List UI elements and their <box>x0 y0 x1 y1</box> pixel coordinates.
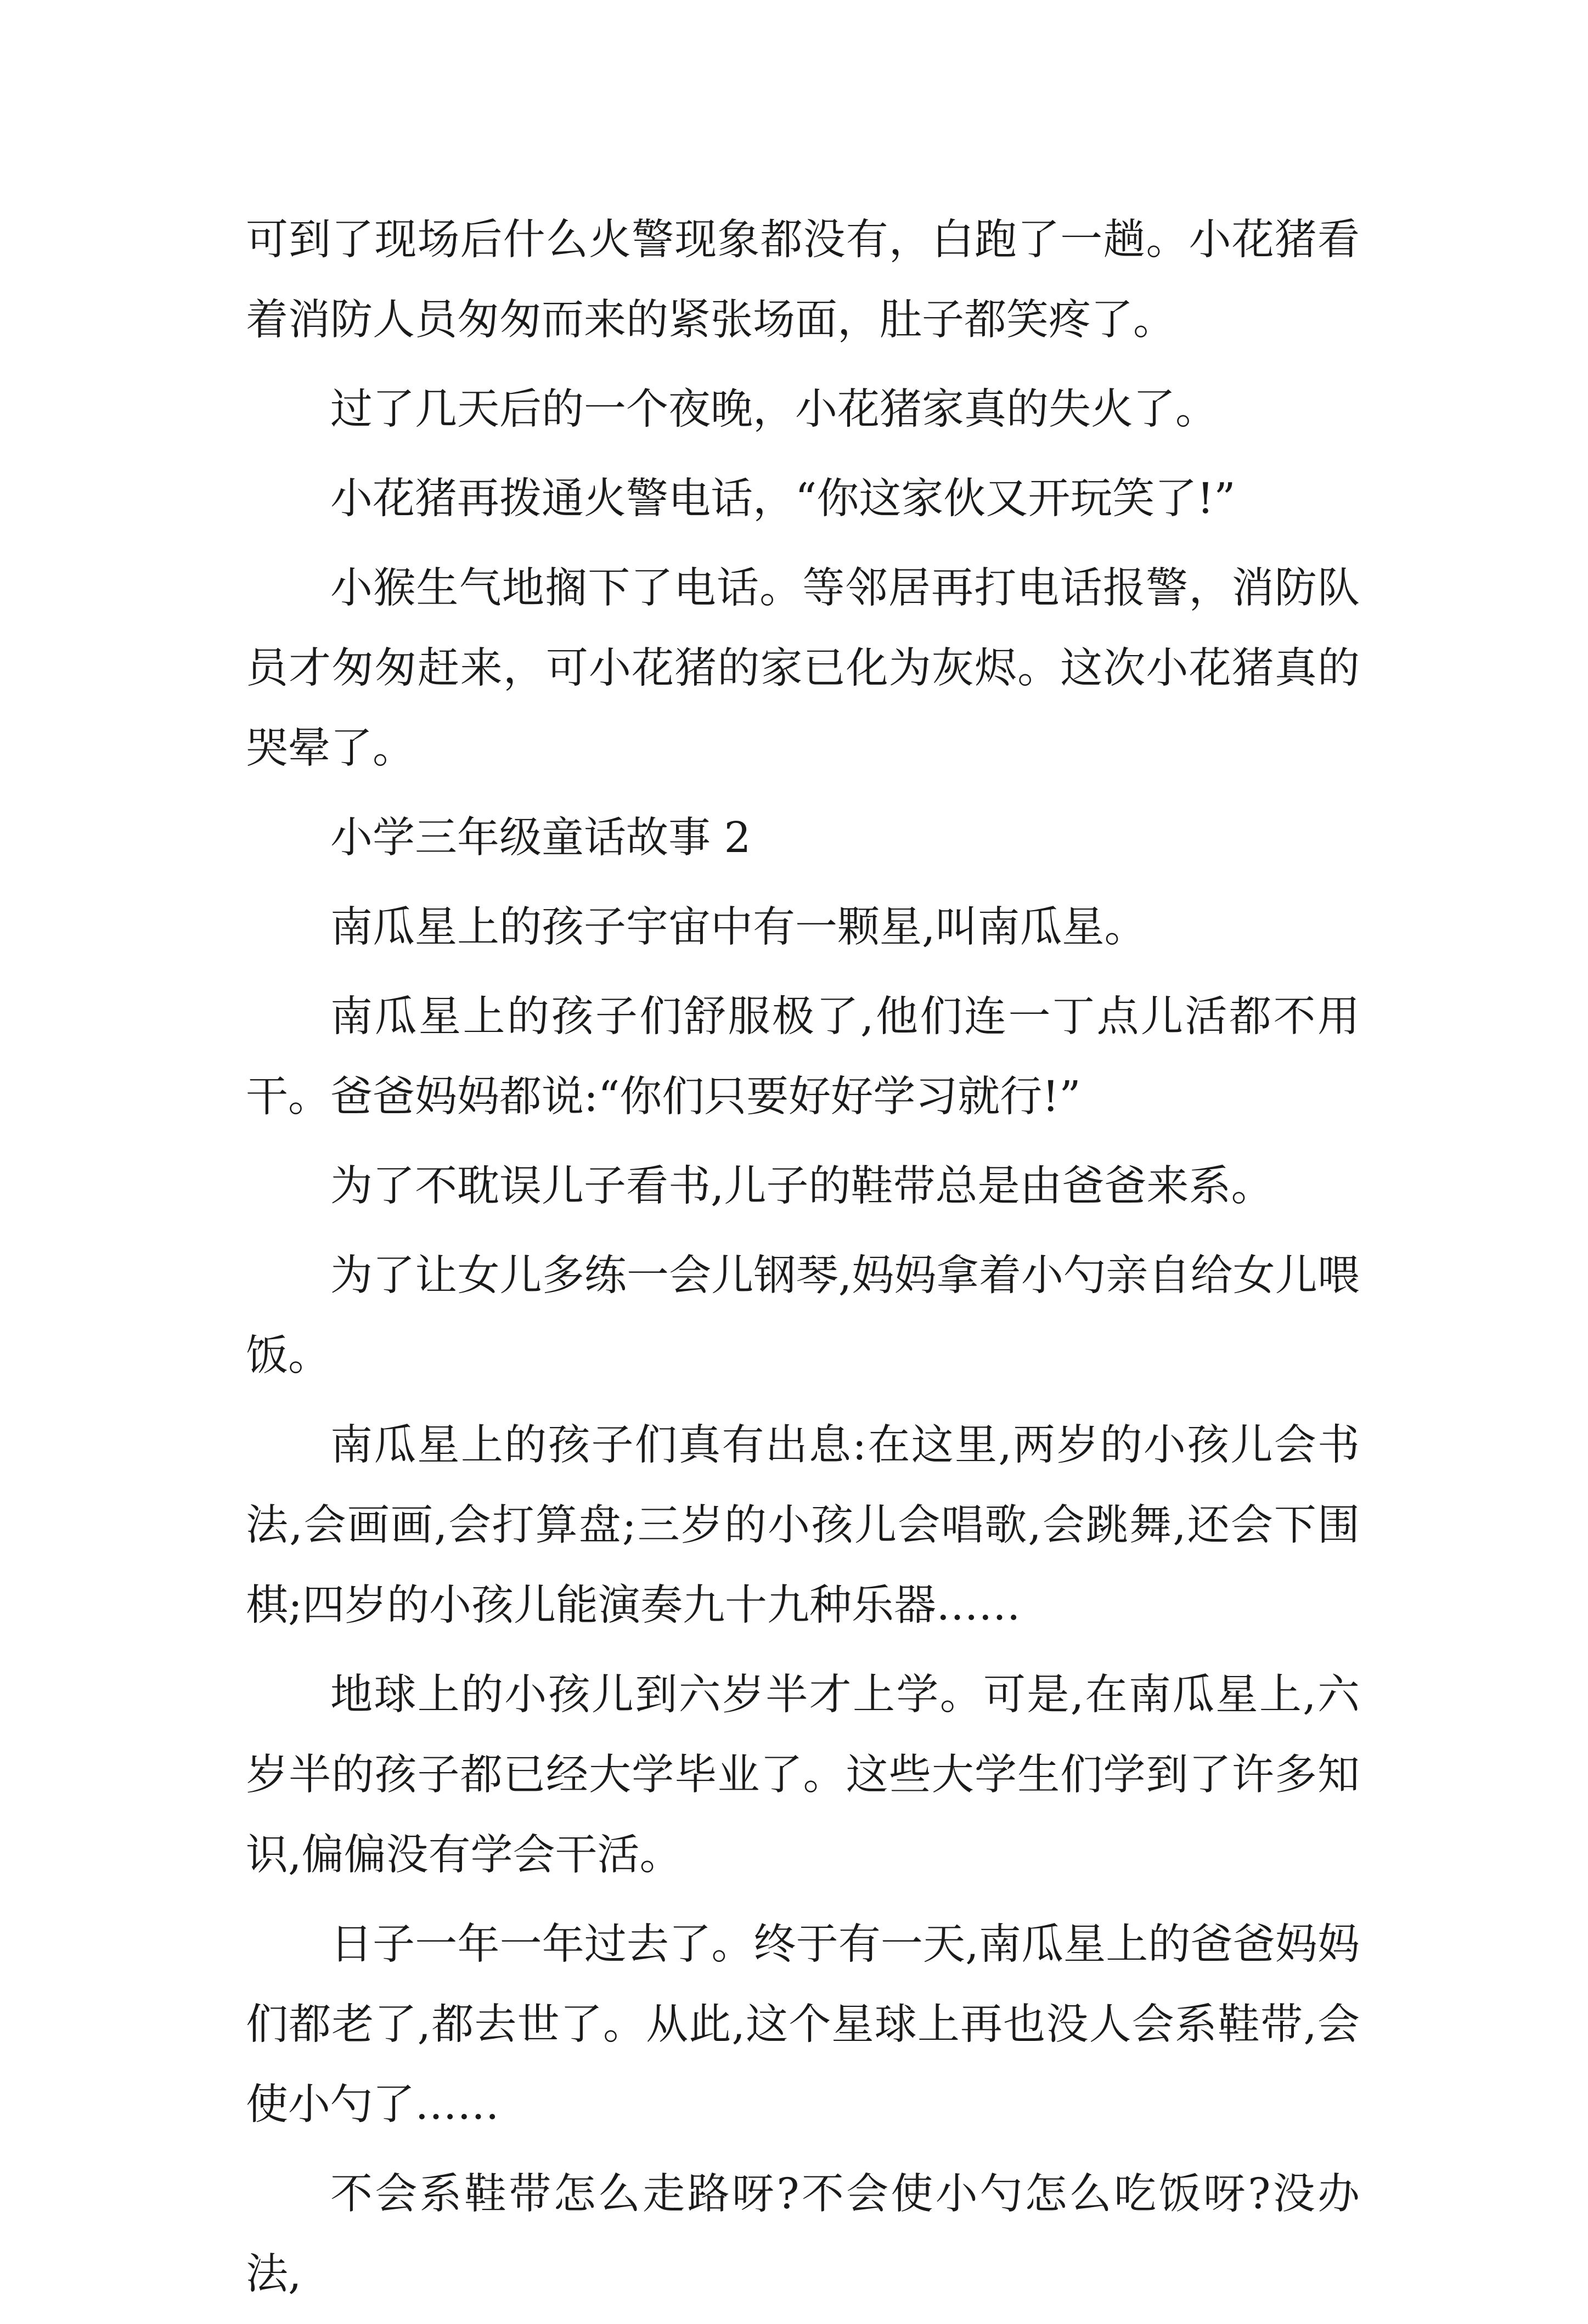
section-title: 小学三年级童话故事 2 <box>330 814 751 862</box>
paragraph-7: 南瓜星上的孩子们舒服极了,他们连一丁点儿活都不用干。爸爸妈妈都说:“你们只要好好学习就行!” <box>246 992 1360 1121</box>
paragraph-3: 小花猪再拨通火警电话，“你这家伙又开玩笑了!” <box>330 475 1236 523</box>
paragraph-4: 小猴生气地搁下了电话。等邻居再打电话报警，消防队员才匆匆赶来，可小花猪的家已化为灰烬。这次小花猪真的哭晕了。 <box>246 564 1360 773</box>
paragraph-13: 不会系鞋带怎么走路呀?不会使小勺怎么吃饭呀?没办法, <box>246 2170 1360 2299</box>
paragraph-8: 为了不耽误儿子看书,儿子的鞋带总是由爸爸来系。 <box>330 1162 1274 1211</box>
document-page <box>246 200 1360 2324</box>
paragraph-9: 为了让女儿多练一会儿钢琴,妈妈拿着小勺亲自给女儿喂饭。 <box>246 1251 1360 1380</box>
paragraph-10: 南瓜星上的孩子们真有出息:在这里,两岁的小孩儿会书法,会画画,会打算盘;三岁的小孩儿会唱歌,会跳舞,还会下围棋;四岁的小孩儿能演奏九十九种乐器…… <box>246 1421 1360 1630</box>
paragraph-2: 过了几天后的一个夜晚，小花猪家真的失火了。 <box>330 385 1218 434</box>
paragraph-11: 地球上的小孩儿到六岁半才上学。可是,在南瓜星上,六岁半的孩子都已经大学毕业了。这些大学生们学到了许多知识,偏偏没有学会干活。 <box>246 1671 1360 1880</box>
paragraph-12: 日子一年一年过去了。终于有一天,南瓜星上的爸爸妈妈们都老了,都去世了。从此,这个星球上再也没人会系鞋带,会使小勺了…… <box>246 1920 1360 2129</box>
paragraph-1: 可到了现场后什么火警现象都没有，白跑了一趟。小花猪看着消防人员匆匆而来的紧张场面，肚子都笑疼了。 <box>246 216 1360 345</box>
paragraph-6: 南瓜星上的孩子宇宙中有一颗星,叫南瓜星。 <box>330 903 1147 952</box>
